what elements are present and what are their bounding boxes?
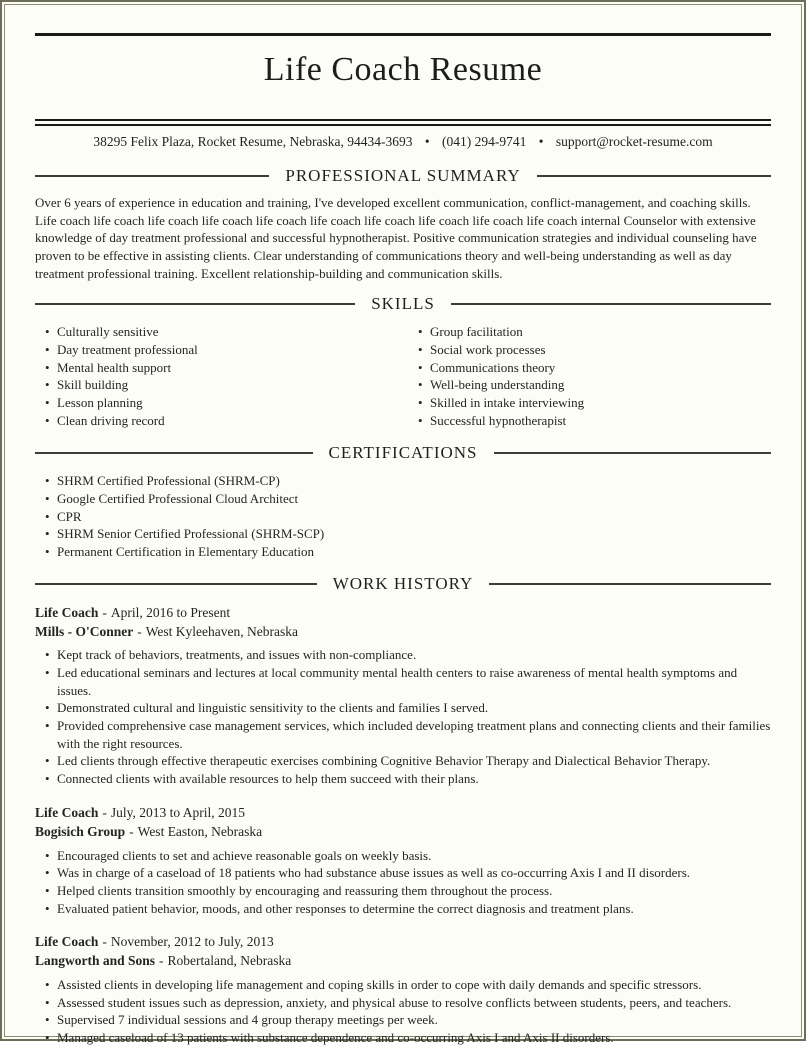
job-employer-line xyxy=(35,952,771,971)
contact-email: support@rocket-resume.com xyxy=(555,133,713,149)
job-separator: - xyxy=(159,953,164,969)
job-location: West Easton, Nebraska xyxy=(137,823,263,839)
skill-item: • Mental health support xyxy=(46,359,403,377)
header-rule-left xyxy=(35,452,313,454)
job-dates: July, 2013 to April, 2015 xyxy=(110,804,246,820)
job-employer: Mills - O'Conner xyxy=(35,623,134,639)
job-bullet: • Led clients through effective therapeutic exercises combining Cognitive Behavior Therapy and Dialectical Behavior Therapy. xyxy=(46,752,771,770)
section-header-certifications xyxy=(35,443,771,463)
job-entry xyxy=(35,933,771,1046)
job-dates: November, 2012 to July, 2013 xyxy=(110,934,274,950)
header-rule-right xyxy=(537,175,771,177)
job-bullet: • Demonstrated cultural and linguistic sensitivity to the clients and families I served. xyxy=(46,699,771,717)
contact-separator: • xyxy=(538,133,544,149)
contact-address: 38295 Felix Plaza, Rocket Resume, Nebraska, 94434-3693 xyxy=(93,133,413,149)
skill-item: • Culturally sensitive xyxy=(46,323,403,341)
summary-heading: PROFESSIONAL SUMMARY xyxy=(285,165,521,185)
skill-item: • Skilled in intake interviewing xyxy=(419,394,771,412)
job-bullet: • Was in charge of a caseload of 18 patients who had substance abuse issues as well as co-occurring Axis I and II disorders. xyxy=(46,864,771,882)
skill-item: • Well-being understanding xyxy=(419,376,771,394)
job-bullet: • Assessed student issues such as depression, anxiety, and physical abuse to resolve conflicts between students, peers, and teachers. xyxy=(46,994,771,1012)
job-dates: April, 2016 to Present xyxy=(110,604,231,620)
summary-text: Over 6 years of experience in education and training, I've developed excellent communication, conflict-management, and coaching skills. Life coach life coach life coach life coach life coach life coach life coach life coach life coach life coach internal Counselor with extensive knowledge of day treatment professional and successful hypnotherapist. Positive communication strategies and individual counseling have proven to be effective in assisting clients. Clear understanding of communications theory and well-being understanding as well as day treatment professional training. Excellent relationship-building and communication skills. xyxy=(35,194,757,281)
section-header-skills xyxy=(35,294,771,314)
job-bullet: • Supervised 7 individual sessions and 4 group therapy meetings per week. xyxy=(46,1011,771,1029)
job-entry xyxy=(35,604,771,788)
skill-item: • Clean driving record xyxy=(46,412,403,430)
header-top-rule xyxy=(35,33,771,36)
skill-item: • Communications theory xyxy=(419,359,771,377)
header-rule-right xyxy=(494,452,772,454)
section-header-summary xyxy=(35,166,771,186)
job-employer: Bogisich Group xyxy=(35,823,126,839)
certification-item: • SHRM Senior Certified Professional (SHRM-SCP) xyxy=(46,525,771,543)
job-bullet: • Kept track of behaviors, treatments, and issues with non-compliance. xyxy=(46,646,771,664)
work-history-heading: WORK HISTORY xyxy=(332,573,474,593)
job-bullet: • Evaluated patient behavior, moods, and other responses to determine the correct diagnosis and treatment plans. xyxy=(46,900,771,918)
job-title-line xyxy=(35,604,771,623)
header-rule-right xyxy=(489,583,771,585)
contact-line xyxy=(35,134,771,150)
page-frame xyxy=(4,4,802,1046)
section-header-work-history xyxy=(35,574,771,594)
job-entry xyxy=(35,804,771,917)
header-rule-left xyxy=(35,175,269,177)
header-rule-left xyxy=(35,583,317,585)
page-title: Life Coach Resume xyxy=(263,51,543,88)
certifications-heading: CERTIFICATIONS xyxy=(328,443,478,463)
header-rule-left xyxy=(35,303,355,305)
skills-grid xyxy=(35,323,771,429)
job-bullet: • Helped clients transition smoothly by encouraging and reassuring them throughout the process. xyxy=(46,882,771,900)
job-separator: - xyxy=(129,823,134,839)
job-separator: - xyxy=(102,804,107,820)
job-bullet: • Provided comprehensive case management services, which included developing treatment plans and connecting clients and their families with the right resources. xyxy=(46,717,771,752)
skills-list-left xyxy=(35,323,403,429)
job-title: Life Coach xyxy=(35,604,99,620)
job-title: Life Coach xyxy=(35,804,99,820)
job-employer-line xyxy=(35,623,771,642)
job-location: West Kyleehaven, Nebraska xyxy=(145,623,298,639)
job-title-line xyxy=(35,804,771,823)
job-separator: - xyxy=(137,623,142,639)
skills-list-right xyxy=(403,323,771,429)
job-employer: Langworth and Sons xyxy=(35,953,156,969)
certifications-list xyxy=(35,472,771,560)
skill-item: • Skill building xyxy=(46,376,403,394)
job-bullet: • Assisted clients in developing life management and coping skills in order to cope with daily demands and specific stressors. xyxy=(46,976,771,994)
job-location: Robertaland, Nebraska xyxy=(167,953,292,969)
job-bullet: • Managed caseload of 13 patients with substance dependence and co-occurring Axis I and Axis II disorders. xyxy=(46,1029,771,1047)
skills-heading: SKILLS xyxy=(371,294,435,314)
header-rule-right xyxy=(451,303,771,305)
skill-item: • Day treatment professional xyxy=(46,341,403,359)
job-title: Life Coach xyxy=(35,934,99,950)
contact-phone: (041) 294-9741 xyxy=(441,133,527,149)
skill-item: • Group facilitation xyxy=(419,323,771,341)
certification-item: • Google Certified Professional Cloud Architect xyxy=(46,490,771,508)
header-double-rule xyxy=(35,119,771,126)
job-separator: - xyxy=(102,604,107,620)
contact-separator: • xyxy=(424,133,430,149)
job-bullets xyxy=(35,976,771,1047)
skill-item: • Lesson planning xyxy=(46,394,403,412)
job-title-line xyxy=(35,933,771,952)
certification-item: • SHRM Certified Professional (SHRM-CP) xyxy=(46,472,771,490)
certification-item: • CPR xyxy=(46,508,771,526)
job-employer-line xyxy=(35,823,771,842)
job-bullet: • Encouraged clients to set and achieve reasonable goals on weekly basis. xyxy=(46,847,771,865)
skill-item: • Successful hypnotherapist xyxy=(419,412,771,430)
skill-item: • Social work processes xyxy=(419,341,771,359)
job-bullets xyxy=(35,847,771,918)
job-bullets xyxy=(35,646,771,787)
job-bullet: • Connected clients with available resources to help them succeed with their plans. xyxy=(46,770,771,788)
job-separator: - xyxy=(102,934,107,950)
certification-item: • Permanent Certification in Elementary Education xyxy=(46,543,771,561)
job-bullet: • Led educational seminars and lectures at local community mental health centers to raise awareness of mental health symptoms and issues. xyxy=(46,664,771,699)
